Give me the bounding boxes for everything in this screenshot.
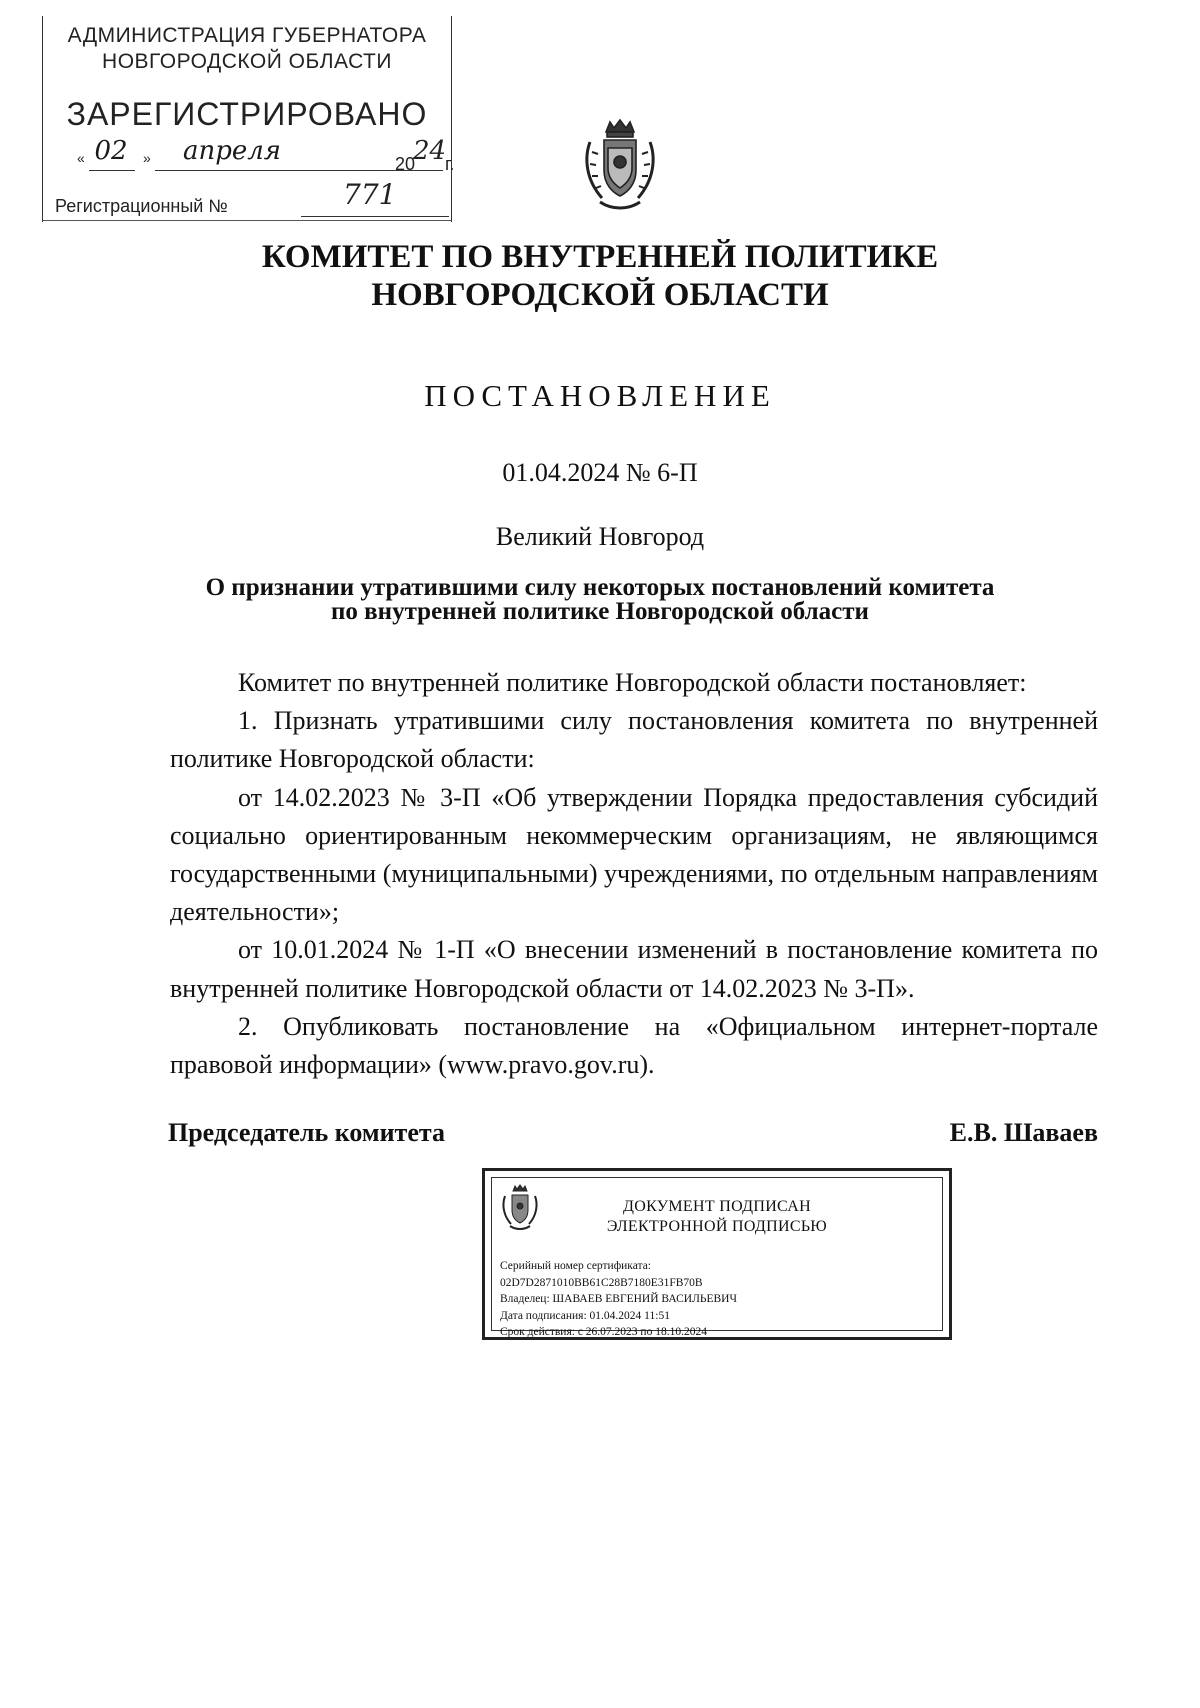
org-title-line1: КОМИТЕТ ПО ВНУТРЕННЕЙ ПОЛИТИКЕ [261, 239, 939, 275]
document-type: ПОСТАНОВЛЕНИЕ [424, 378, 776, 413]
novgorod-coat-of-arms-icon [580, 118, 660, 214]
signatory-role: Председатель комитета [168, 1118, 445, 1147]
registration-stamp-org-line2: НОВГОРОДСКОЙ ОБЛАСТИ [102, 50, 392, 73]
esignature-title-line2: ЭЛЕКТРОННОЙ ПОДПИСЬЮ [606, 1218, 828, 1235]
document-date-number: 01.04.2024 № 6-П [502, 458, 698, 487]
body-paragraph: Комитет по внутренней политике Новгородской области постановляет: [238, 668, 1027, 697]
novgorod-coat-of-arms-icon [500, 1184, 540, 1232]
esignature-cert-label: Серийный номер сертификата: [500, 1260, 651, 1272]
electronic-signature-frame [491, 1177, 943, 1338]
document-subject-line1: О признании утратившими силу некоторых постановлений комитета [205, 574, 995, 601]
registration-date-quote-close: » [143, 150, 151, 166]
esignature-title-line1: ДОКУМЕНТ ПОДПИСАН [623, 1198, 811, 1215]
document-place: Великий Новгород [495, 522, 705, 551]
registration-number-label: Регистрационный № [55, 196, 228, 216]
esignature-owner: Владелец: ШАВАЕВ ЕВГЕНИЙ ВАСИЛЬЕВИЧ [500, 1293, 737, 1305]
divider [43, 220, 451, 221]
signatory-name: Е.В. Шаваев [949, 1118, 1098, 1147]
registration-stamp-title: ЗАРЕГИСТРИРОВАНО [66, 96, 428, 132]
document-body [170, 664, 1098, 1084]
underline [155, 170, 411, 171]
registration-date-quote-open: « [77, 150, 85, 166]
esignature-cert-number: 02D7D2871010BB61C28B7180E31FB70B [500, 1276, 703, 1289]
body-paragraph: 1. Признать утратившими силу постановления комитета по внутренней политике Новгородской области: [170, 706, 1098, 774]
esignature-signed-date: Дата подписания: 01.04.2024 11:51 [500, 1309, 670, 1322]
document-subject-line2: по внутренней политике Новгородской области [331, 598, 869, 625]
underline [411, 170, 443, 171]
esignature-validity: Срок действия: с 26.07.2023 по 18.10.2024 [500, 1326, 707, 1338]
body-paragraph: от 14.02.2023 № 3-П «Об утверждении Порядка предоставления субсидий социально ориентированным некоммерческим организациям, не являющимся государственными (муниципальными) учреждениями, по отдельным направлениям деятельности»; [170, 782, 1098, 927]
registration-day: 02 [94, 136, 128, 166]
registration-date [77, 136, 467, 176]
body-paragraph: от 10.01.2024 № 1-П «О внесении изменений в постановление комитета по внутренней политике Новгородской области от 14.02.2023 № 3-П». [170, 935, 1098, 1003]
org-title-line2: НОВГОРОДСКОЙ ОБЛАСТИ [371, 277, 829, 313]
body-paragraph: 2. Опубликовать постановление на «Официальном интернет-портале правовой информации» (www.pravo.gov.ru). [170, 1011, 1098, 1080]
registration-stamp-org-line1: АДМИНИСТРАЦИЯ ГУБЕРНАТОРА [67, 24, 427, 47]
registration-year-suffix: г. [445, 154, 455, 174]
underline [89, 170, 135, 171]
registration-month: апреля [182, 136, 282, 166]
electronic-signature-stamp [482, 1168, 952, 1340]
registration-number: 771 [343, 178, 397, 211]
registration-year-handwritten: 24 [413, 136, 447, 166]
registration-stamp [42, 16, 455, 222]
esignature-details [500, 1258, 737, 1341]
registration-year-prefix: 20 [395, 154, 416, 174]
underline [301, 216, 449, 217]
